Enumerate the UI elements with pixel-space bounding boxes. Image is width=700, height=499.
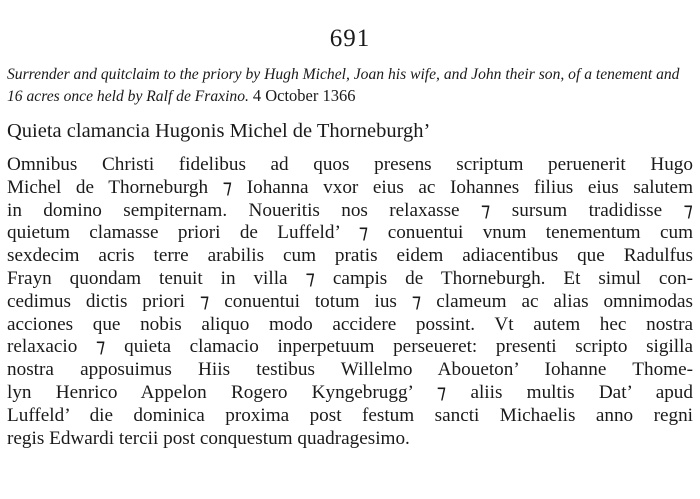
document-number: 691 xyxy=(329,25,371,52)
document-body xyxy=(7,154,693,450)
body-line: lyn Henrico Appelon Rogero Kyngebrugg’ ⁊ aliis multis Dat’ apud xyxy=(7,381,693,403)
body-line: in domino sempiternam. Noueritis nos relaxasse ⁊ sursum tradidisse ⁊ xyxy=(7,199,693,221)
body-line: sexdecim acris terre arabilis cum pratis eidem adiacentibus que Radulfus xyxy=(7,245,693,267)
document-summary xyxy=(7,64,697,107)
body-line: quietum clamasse priori de Luffeld’ ⁊ conuentui vnum tenementum cum xyxy=(7,222,693,244)
body-line: regis Edwardi tercii post conquestum quadragesimo. xyxy=(7,427,410,449)
body-line: nostra apposuimus Hiis testibus Willelmo Aboueton’ Iohanne Thome- xyxy=(7,359,693,381)
body-line: relaxacio ⁊ quieta clamacio inperpetuum perseueret: presenti scripto sigilla xyxy=(7,336,693,358)
body-line: acciones que nobis aliquo modo accidere possint. Vt autem hec nostra xyxy=(7,313,693,335)
document-title: Quieta clamancia Hugonis Michel de Thorneburgh’ xyxy=(7,120,431,142)
body-line: cedimus dictis priori ⁊ conuentui totum ius ⁊ clameum ac alias omnimodas xyxy=(7,290,693,312)
body-line: Frayn quondam tenuit in villa ⁊ campis de Thorneburgh. Et simul con- xyxy=(7,267,693,289)
body-line: Omnibus Christi fidelibus ad quos presens scriptum peruenerit Hugo xyxy=(7,154,693,175)
summary-date: 4 October 1366 xyxy=(252,86,356,105)
body-line: Michel de Thorneburgh ⁊ Iohanna vxor eius ac Iohannes filius eius salutem xyxy=(7,176,693,198)
summary-text: Surrender and quitclaim to the priory by Hugh Michel, Joan his wife, and John their son, of a tenement and 16 acres once held by Ralf de Fraxino. xyxy=(7,66,680,105)
body-line: Luffeld’ die dominica proxima post festum sancti Michaelis anno regni xyxy=(7,404,693,426)
